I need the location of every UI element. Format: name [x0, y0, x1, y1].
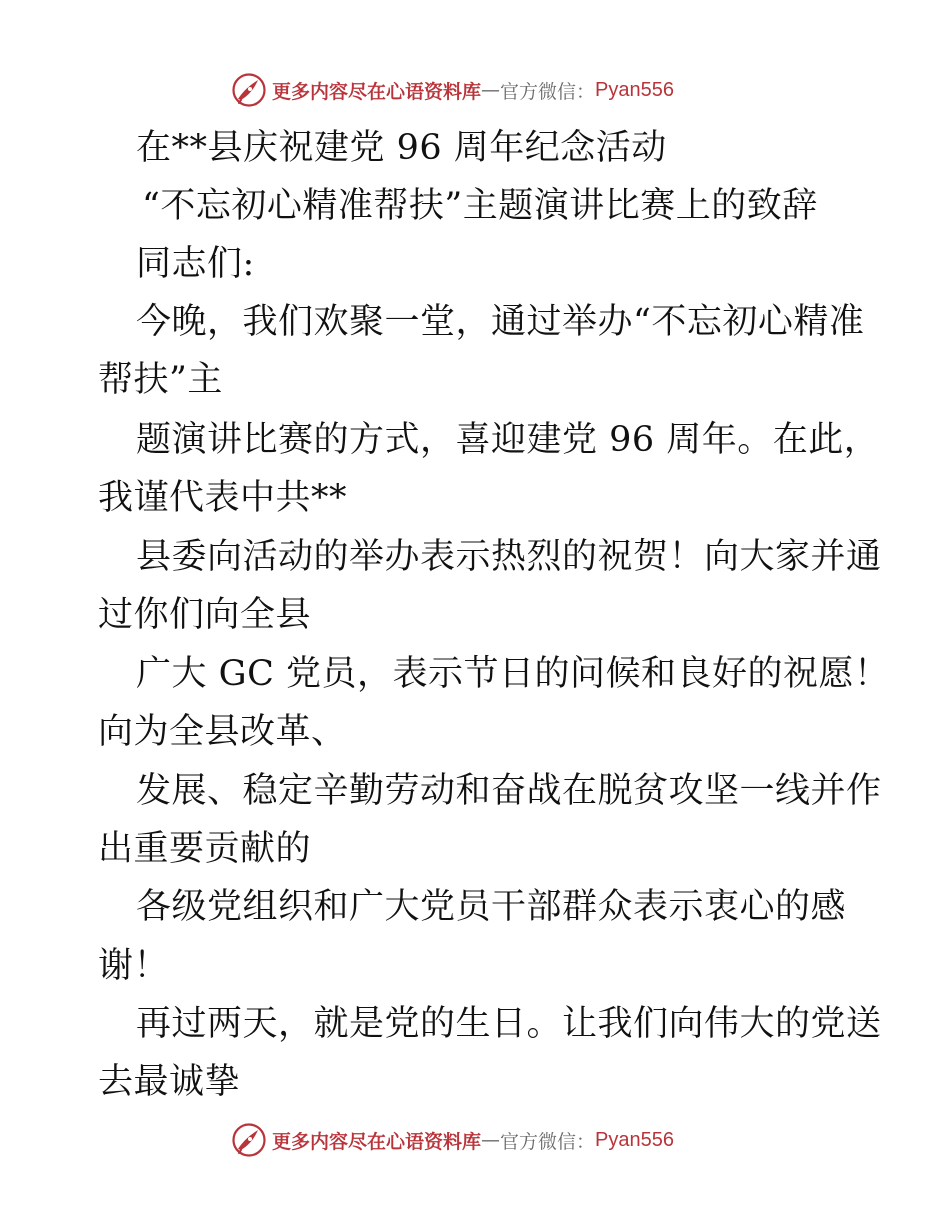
salutation: 同志们:	[136, 244, 255, 284]
watermark-title: 更多内容尽在心语资料库	[272, 80, 482, 103]
watermark-wechat-label: 官方微信：	[500, 1130, 596, 1153]
paragraph-line: 去最诚挚	[98, 1062, 241, 1102]
paragraph-line: 我谨代表中共**	[98, 478, 348, 518]
paragraph-line: 再过两天，就是党的生日。让我们向伟大的党送	[136, 1004, 882, 1044]
paragraph-line: 出重要贡献的	[98, 829, 312, 869]
watermark-dash: —	[481, 1129, 501, 1151]
watermark-wechat-label: 官方微信：	[500, 80, 596, 103]
watermark-dash: —	[481, 79, 501, 101]
paragraph-line: 今晚，我们欢聚一堂，通过举办“不忘初心精准	[136, 302, 865, 342]
paragraph-line: 发展、稳定辛勤劳动和奋战在脱贫攻坚一线并作	[136, 771, 882, 811]
document-title-line-2: “不忘初心精准帮扶”主题演讲比赛上的致辞	[142, 186, 818, 226]
watermark-account: Pyan556	[595, 78, 674, 101]
watermark-account: Pyan556	[595, 1128, 674, 1151]
footer-watermark	[232, 1122, 674, 1158]
paragraph-line: 帮扶”主	[98, 360, 223, 400]
fountain-pen-nib-icon	[232, 1123, 266, 1157]
paragraph-line: 各级党组织和广大党员干部群众表示衷心的感	[136, 887, 847, 927]
paragraph-line: 向为全县改革、	[98, 712, 347, 752]
paragraph-line: 广大 GC 党员，表示节日的问候和良好的祝愿！	[136, 654, 890, 694]
header-watermark	[232, 72, 674, 108]
paragraph-line: 题演讲比赛的方式，喜迎建党 96 周年。在此，	[136, 420, 880, 460]
paragraph-line: 过你们向全县	[98, 595, 312, 635]
fountain-pen-nib-icon	[232, 73, 266, 107]
paragraph-line: 谢！	[98, 946, 170, 986]
watermark-title: 更多内容尽在心语资料库	[272, 1130, 482, 1153]
paragraph-line: 县委向活动的举办表示热烈的祝贺！向大家并通	[136, 537, 882, 577]
document-title-line-1: 在**县庆祝建党 96 周年纪念活动	[136, 128, 667, 168]
